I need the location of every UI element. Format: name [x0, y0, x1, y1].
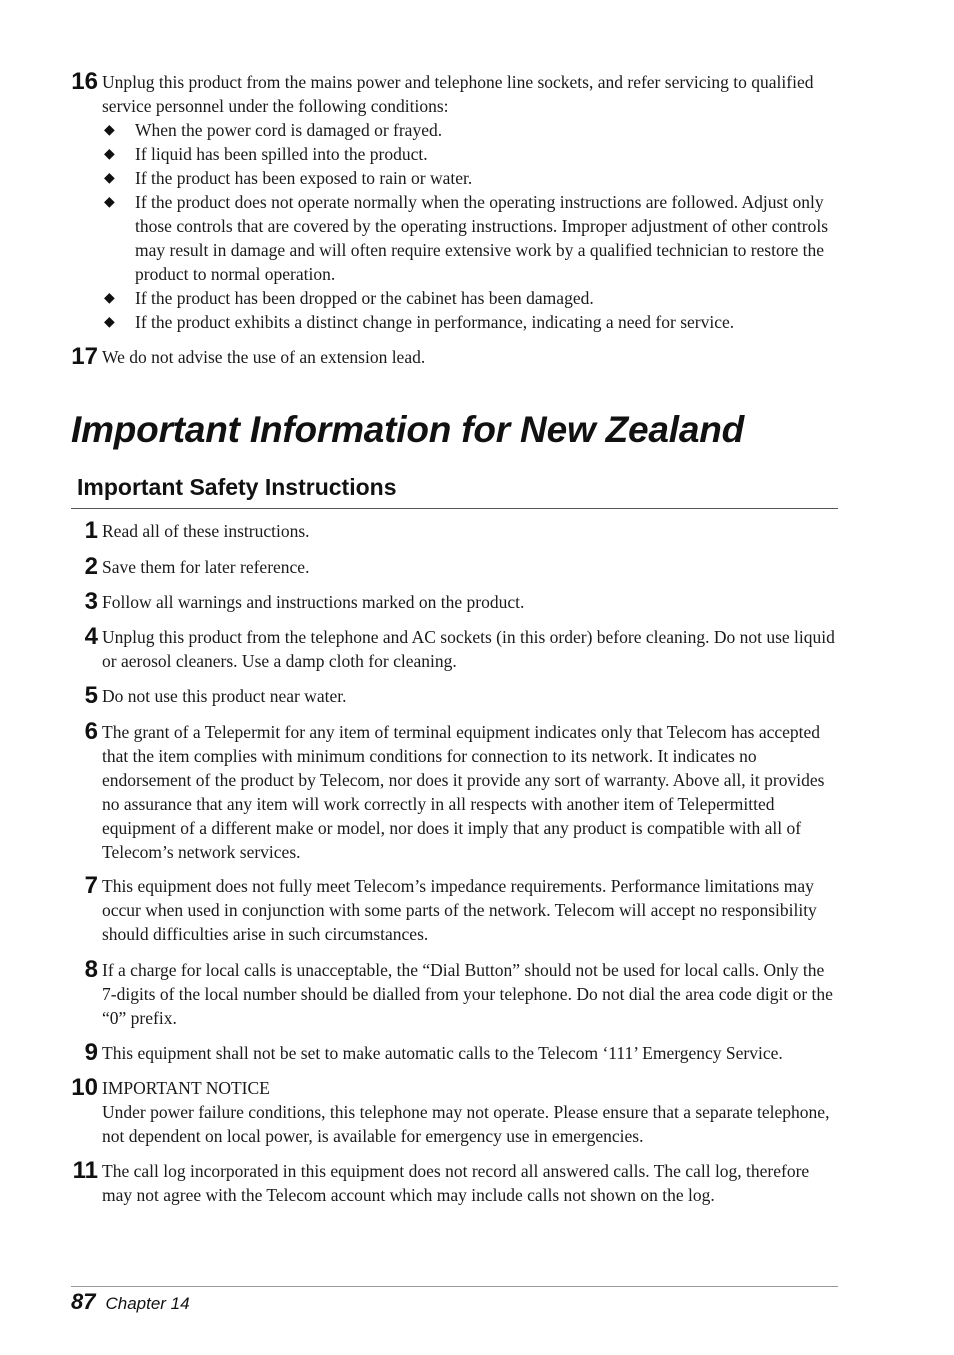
item-number: 17 [71, 343, 98, 370]
diamond-bullet-icon: ◆ [104, 146, 115, 162]
item-text: If a charge for local calls is unacceptable, the “Dial Button” should not be used for local calls. Only the 7-digits of the local number should be dialled from your telephone. Do not dial the area code digit or the “0” prefix. [102, 960, 833, 1028]
bullet-item: ◆ If liquid has been spilled into the product. [104, 144, 428, 164]
bullet-item: ◆ If the product has been dropped or the cabinet has been damaged. [104, 288, 594, 308]
page-title: Important Information for New Zealand [71, 409, 745, 450]
footer-divider [71, 1286, 838, 1287]
list-item [70, 958, 840, 1030]
list-item [70, 70, 840, 334]
item-text: Unplug this product from the telephone and AC sockets (in this order) before cleaning. Do not use liquid or aerosol cleaners. Use a damp cloth for cleaning. [102, 627, 835, 671]
item-text: Under power failure conditions, this telephone may not operate. Please ensure that a separate telephone, not dependent on local power, is available for emergency use in emergencies. [102, 1102, 830, 1146]
item-number: 2 [84, 553, 98, 580]
item-text: We do not advise the use of an extension lead. [102, 347, 426, 367]
item-text: Follow all warnings and instructions marked on the product. [102, 592, 525, 612]
bullet-item: ◆ If the product does not operate normally when the operating instructions are followed. Adjust only those controls that are covered by the operating instructions. Improper adjustment of other controls may result in damage and will often require extensive work by a qualified technician to restore the product to normal operation. [104, 192, 829, 284]
diamond-bullet-icon: ◆ [104, 122, 115, 138]
item-number: 10 [71, 1074, 98, 1101]
list-item [70, 1159, 840, 1207]
item-text: Save them for later reference. [102, 557, 310, 577]
item-number: 3 [84, 588, 98, 615]
list-item [70, 590, 840, 614]
list-item [70, 720, 840, 864]
item-text: This equipment shall not be set to make automatic calls to the Telecom ‘111’ Emergency Service. [102, 1043, 783, 1063]
diamond-bullet-icon: ◆ [104, 194, 115, 210]
item-text: Unplug this product from the mains power and telephone line sockets, and refer servicing to qualified service personnel under the following conditions: [102, 72, 814, 116]
item-number: 4 [84, 623, 98, 650]
item-text: The call log incorporated in this equipment does not record all answered calls. The call log, therefore may not agree with the Telecom account which may include calls not shown on the log. [102, 1161, 810, 1205]
item-number: 1 [84, 517, 98, 544]
item-number: 5 [84, 682, 98, 709]
diamond-bullet-icon: ◆ [104, 314, 115, 330]
item-number: 7 [84, 872, 98, 899]
notice-heading: IMPORTANT NOTICE [102, 1078, 270, 1098]
item-number: 8 [84, 956, 98, 983]
chapter-label: Chapter 14 [105, 1294, 190, 1313]
list-item [70, 1076, 840, 1148]
bullet-item: ◆ If the product has been exposed to rain or water. [104, 168, 473, 188]
item-number: 9 [84, 1039, 98, 1066]
section-divider [71, 508, 838, 509]
list-item [70, 345, 840, 369]
bullet-item: ◆ When the power cord is damaged or frayed. [104, 120, 443, 140]
list-item [70, 555, 840, 579]
bullet-list [102, 118, 840, 334]
list-item [70, 519, 840, 543]
list-item [70, 625, 840, 673]
item-text: Do not use this product near water. [102, 686, 347, 706]
item-number: 6 [84, 718, 98, 745]
item-text: This equipment does not fully meet Telecom’s impedance requirements. Performance limitations may occur when used in conjunction with some parts of the network. Telecom will accept no responsibility should difficulties arise in such circumstances. [102, 876, 817, 944]
section-title: Important Safety Instructions [77, 474, 397, 500]
item-number: 11 [72, 1157, 98, 1184]
item-text-block [102, 70, 840, 334]
item-number: 16 [71, 68, 98, 95]
page-footer [71, 1288, 190, 1318]
page-number: 87 [71, 1289, 96, 1314]
bullet-item: ◆ If the product exhibits a distinct change in performance, indicating a need for service. [104, 312, 735, 332]
list-item [70, 1041, 840, 1065]
list-item [70, 684, 840, 708]
item-text: Read all of these instructions. [102, 521, 310, 541]
list-item [70, 874, 840, 946]
item-text-block [102, 1076, 840, 1148]
diamond-bullet-icon: ◆ [104, 170, 115, 186]
diamond-bullet-icon: ◆ [104, 290, 115, 306]
item-text: The grant of a Telepermit for any item of terminal equipment indicates only that Telecom has accepted that the item complies with minimum conditions for connection to its network. It indicates no endorsement of the product by Telecom, nor does it provide any sort of warranty. Above all, it provides no assurance that any item will work correctly in all respects with another item of Telepermitted equipment of a different make or model, nor does it imply that any product is compatible with all of Telecom’s network services. [102, 722, 825, 862]
